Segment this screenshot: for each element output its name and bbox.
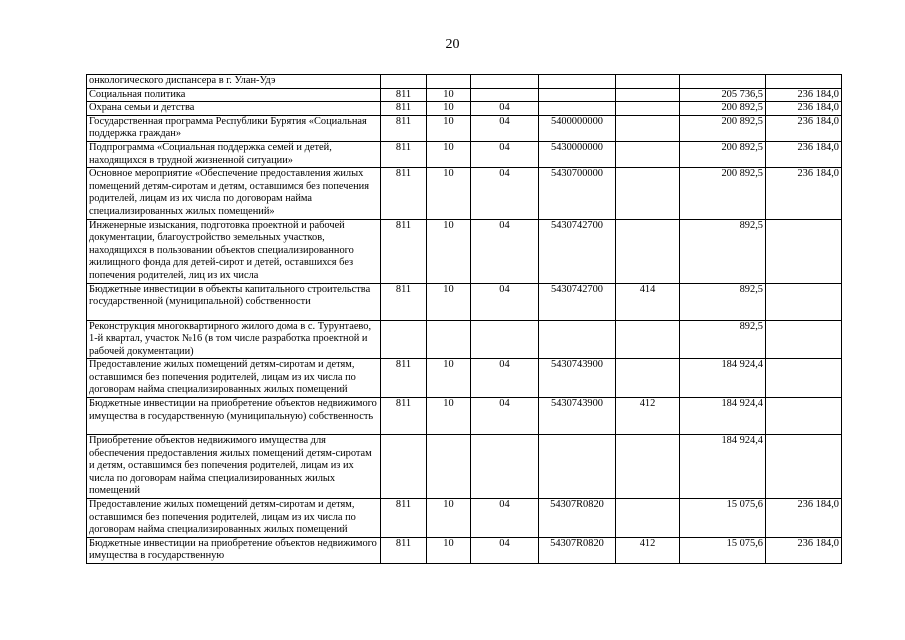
target-article-cell: 5430742700: [539, 283, 616, 320]
amount-year1-cell: [680, 75, 766, 89]
amount-year1-cell: 892,5: [680, 320, 766, 359]
row-name-cell: Предоставление жилых помещений детям-сиротам и детям, оставшимся без попечения родителей, лицам из их числа по договорам найма специализированных жилых помещений: [87, 499, 381, 538]
section-code-cell: 10: [427, 88, 471, 102]
target-article-cell: 5430742700: [539, 219, 616, 283]
subsection-code-cell: 04: [471, 283, 539, 320]
row-name-cell: Реконструкция многоквартирного жилого дома в с. Турунтаево, 1-й квартал, участок №16 (в том числе разработка проектной и рабочей документации): [87, 320, 381, 359]
row-name-cell: Предоставление жилых помещений детям-сиротам и детям, оставшимся без попечения родителей, лицам из их числа по договорам найма специализированных жилых помещений: [87, 359, 381, 398]
expense-type-cell: [616, 359, 680, 398]
grbs-code-cell: [381, 320, 427, 359]
grbs-code-cell: 811: [381, 88, 427, 102]
amount-year2-cell: [766, 359, 842, 398]
target-article-cell: [539, 75, 616, 89]
table-row: [87, 499, 842, 538]
expense-type-cell: [616, 168, 680, 219]
subsection-code-cell: [471, 75, 539, 89]
amount-year1-cell: 892,5: [680, 219, 766, 283]
row-name-cell: Бюджетные инвестиции в объекты капитального строительства государственной (муниципальной) собственности: [87, 283, 381, 320]
subsection-code-cell: 04: [471, 499, 539, 538]
section-code-cell: 10: [427, 141, 471, 167]
amount-year2-cell: [766, 435, 842, 499]
subsection-code-cell: 04: [471, 219, 539, 283]
target-article-cell: 54307R0820: [539, 499, 616, 538]
amount-year2-cell: 236 184,0: [766, 141, 842, 167]
target-article-cell: [539, 320, 616, 359]
table-row: [87, 359, 842, 398]
expense-type-cell: [616, 102, 680, 116]
target-article-cell: [539, 88, 616, 102]
grbs-code-cell: 811: [381, 168, 427, 219]
table-row: [87, 115, 842, 141]
amount-year2-cell: [766, 283, 842, 320]
row-name-cell: Охрана семьи и детства: [87, 102, 381, 116]
section-code-cell: 10: [427, 115, 471, 141]
subsection-code-cell: 04: [471, 537, 539, 563]
grbs-code-cell: 811: [381, 102, 427, 116]
amount-year1-cell: 200 892,5: [680, 141, 766, 167]
page-number: 20: [445, 37, 460, 52]
subsection-code-cell: 04: [471, 141, 539, 167]
expense-type-cell: 412: [616, 537, 680, 563]
amount-year2-cell: 236 184,0: [766, 168, 842, 219]
amount-year1-cell: 15 075,6: [680, 537, 766, 563]
target-article-cell: 5430000000: [539, 141, 616, 167]
amount-year1-cell: 200 892,5: [680, 168, 766, 219]
section-code-cell: [427, 75, 471, 89]
amount-year1-cell: 15 075,6: [680, 499, 766, 538]
subsection-code-cell: [471, 435, 539, 499]
target-article-cell: 5430700000: [539, 168, 616, 219]
amount-year2-cell: [766, 75, 842, 89]
amount-year2-cell: 236 184,0: [766, 102, 842, 116]
expense-type-cell: [616, 219, 680, 283]
table-row: [87, 537, 842, 563]
table-row: [87, 320, 842, 359]
section-code-cell: 10: [427, 359, 471, 398]
amount-year2-cell: 236 184,0: [766, 88, 842, 102]
row-name-cell: Приобретение объектов недвижимого имущества для обеспечения предоставления жилых помещений детям-сиротам и детям, оставшимся без попечения родителей, лицам из их числа по договорам найма специализированных жилых помещений: [87, 435, 381, 499]
grbs-code-cell: 811: [381, 283, 427, 320]
section-code-cell: 10: [427, 283, 471, 320]
row-name-cell: Инженерные изыскания, подготовка проектной и рабочей документации, благоустройство земельных участков, находящихся в пользовании объектов специализированного жилищного фонда для детей-сирот и детей, оставшихся без попечения родителей, лиц из их числа: [87, 219, 381, 283]
table-row: [87, 219, 842, 283]
target-article-cell: [539, 435, 616, 499]
amount-year2-cell: 236 184,0: [766, 115, 842, 141]
grbs-code-cell: [381, 75, 427, 89]
target-article-cell: 54307R0820: [539, 537, 616, 563]
section-code-cell: 10: [427, 537, 471, 563]
row-name-cell: Основное мероприятие «Обеспечение предоставления жилых помещений детям-сиротам и детям, оставшимся без попечения родителей, лицам из их числа по договорам найма специализированных жилых помещений»: [87, 168, 381, 219]
expense-type-cell: [616, 115, 680, 141]
expense-type-cell: [616, 141, 680, 167]
grbs-code-cell: 811: [381, 537, 427, 563]
table-row: [87, 398, 842, 435]
section-code-cell: 10: [427, 102, 471, 116]
expense-type-cell: [616, 75, 680, 89]
table-row: [87, 75, 842, 89]
grbs-code-cell: 811: [381, 398, 427, 435]
section-code-cell: 10: [427, 499, 471, 538]
expense-type-cell: 414: [616, 283, 680, 320]
subsection-code-cell: 04: [471, 398, 539, 435]
row-name-cell: Бюджетные инвестиции на приобретение объектов недвижимого имущества в государственную: [87, 537, 381, 563]
grbs-code-cell: [381, 435, 427, 499]
section-code-cell: [427, 320, 471, 359]
expense-type-cell: [616, 435, 680, 499]
table-row: [87, 141, 842, 167]
amount-year1-cell: 200 892,5: [680, 115, 766, 141]
grbs-code-cell: 811: [381, 219, 427, 283]
budget-table-body: [87, 75, 842, 564]
grbs-code-cell: 811: [381, 115, 427, 141]
budget-table: [86, 74, 842, 564]
amount-year1-cell: 184 924,4: [680, 435, 766, 499]
amount-year1-cell: 200 892,5: [680, 102, 766, 116]
subsection-code-cell: 04: [471, 102, 539, 116]
row-name-cell: Государственная программа Республики Бурятия «Социальная поддержка граждан»: [87, 115, 381, 141]
subsection-code-cell: 04: [471, 359, 539, 398]
target-article-cell: [539, 102, 616, 116]
amount-year1-cell: 184 924,4: [680, 398, 766, 435]
amount-year1-cell: 205 736,5: [680, 88, 766, 102]
section-code-cell: 10: [427, 398, 471, 435]
target-article-cell: 5430743900: [539, 398, 616, 435]
expense-type-cell: 412: [616, 398, 680, 435]
target-article-cell: 5400000000: [539, 115, 616, 141]
row-name-cell: Социальная политика: [87, 88, 381, 102]
subsection-code-cell: [471, 88, 539, 102]
row-name-cell: Подпрограмма «Социальная поддержка семей и детей, находящихся в трудной жизненной ситуации»: [87, 141, 381, 167]
amount-year2-cell: [766, 219, 842, 283]
expense-type-cell: [616, 320, 680, 359]
target-article-cell: 5430743900: [539, 359, 616, 398]
table-row: [87, 283, 842, 320]
amount-year2-cell: 236 184,0: [766, 537, 842, 563]
expense-type-cell: [616, 499, 680, 538]
amount-year1-cell: 184 924,4: [680, 359, 766, 398]
expense-type-cell: [616, 88, 680, 102]
grbs-code-cell: 811: [381, 141, 427, 167]
subsection-code-cell: 04: [471, 115, 539, 141]
row-name-cell: онкологического диспансера в г. Улан-Удэ: [87, 75, 381, 89]
grbs-code-cell: 811: [381, 499, 427, 538]
table-row: [87, 102, 842, 116]
amount-year2-cell: [766, 398, 842, 435]
section-code-cell: [427, 435, 471, 499]
amount-year2-cell: [766, 320, 842, 359]
amount-year1-cell: 892,5: [680, 283, 766, 320]
row-name-cell: Бюджетные инвестиции на приобретение объектов недвижимого имущества в государственную (муниципальную) собственность: [87, 398, 381, 435]
table-row: [87, 435, 842, 499]
grbs-code-cell: 811: [381, 359, 427, 398]
section-code-cell: 10: [427, 219, 471, 283]
amount-year2-cell: 236 184,0: [766, 499, 842, 538]
subsection-code-cell: [471, 320, 539, 359]
subsection-code-cell: 04: [471, 168, 539, 219]
section-code-cell: 10: [427, 168, 471, 219]
table-row: [87, 88, 842, 102]
table-row: [87, 168, 842, 219]
